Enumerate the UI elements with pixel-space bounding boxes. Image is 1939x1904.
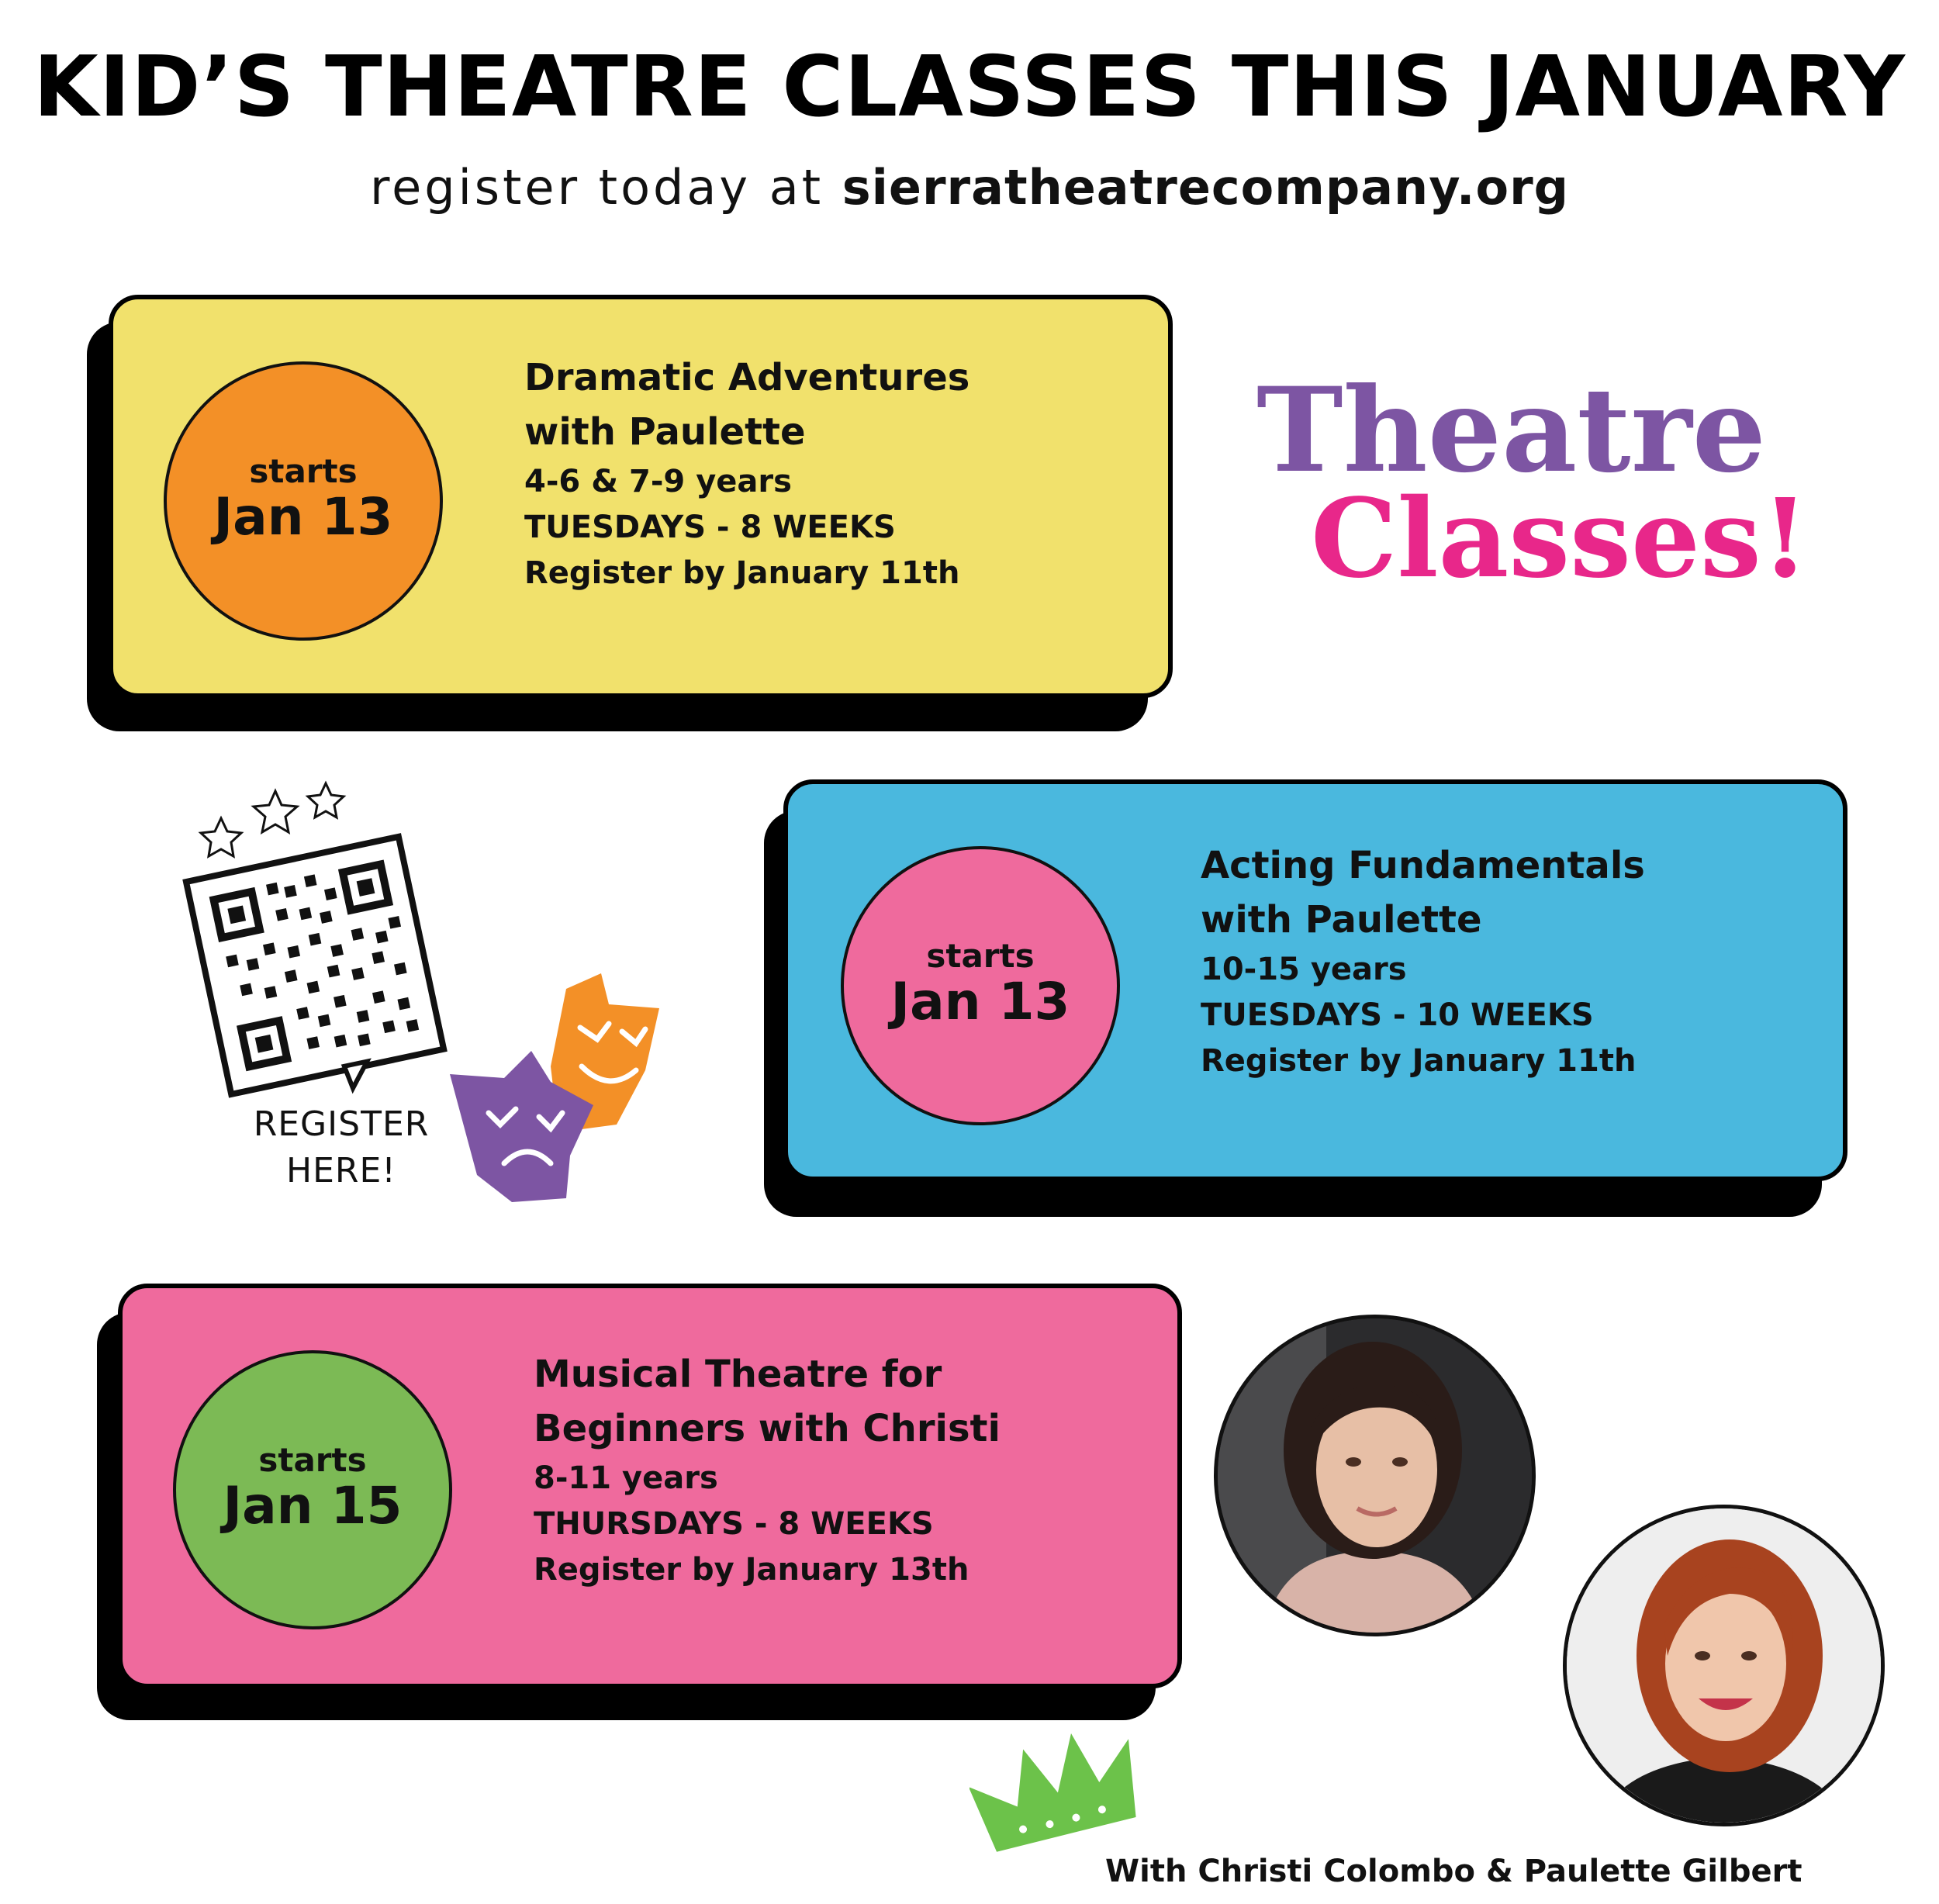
register-here-label	[229, 1101, 454, 1194]
register-url-link[interactable]: sierratheatrecompany.org	[842, 159, 1570, 216]
class-instructor: Beginners with Christi	[534, 1407, 1001, 1450]
start-date-badge	[173, 1350, 452, 1629]
theatre-masks-icon	[442, 966, 737, 1222]
class-ages: 10-15 years	[1201, 952, 1407, 987]
logo-theatre: Theatre	[1256, 362, 1767, 499]
register-prefix: register today at	[369, 159, 842, 216]
class-schedule: TUESDAYS - 8 WEEKS	[524, 510, 896, 545]
class-deadline: Register by January 11th	[1201, 1043, 1637, 1079]
class-info	[1201, 838, 1645, 1084]
class-info	[534, 1347, 1001, 1593]
class-title: Acting Fundamentals	[1201, 844, 1645, 887]
start-date-badge	[841, 846, 1120, 1125]
start-date: Jan 15	[223, 1476, 403, 1536]
class-schedule: THURSDAYS - 8 WEEKS	[534, 1506, 934, 1542]
portrait-image	[1218, 1318, 1532, 1633]
class-instructor: with Paulette	[524, 410, 806, 454]
start-date-badge	[164, 361, 443, 641]
class-title: Dramatic Adventures	[524, 356, 970, 399]
class-schedule: TUESDAYS - 10 WEEKS	[1201, 997, 1594, 1033]
qr-code-bubble[interactable]	[167, 776, 461, 1101]
class-title: Musical Theatre for	[534, 1353, 942, 1396]
class-card-dramatic-adventures[interactable]	[109, 295, 1173, 698]
logo-classes: Classes!	[1311, 475, 1809, 603]
starts-label: starts	[249, 452, 358, 491]
class-deadline: Register by January 13th	[534, 1552, 970, 1588]
portrait-image	[1567, 1508, 1881, 1823]
start-date: Jan 13	[213, 487, 393, 548]
register-label-line2: HERE!	[286, 1151, 396, 1190]
starts-label: starts	[258, 1441, 367, 1480]
class-ages: 8-11 years	[534, 1460, 718, 1496]
crown-icon	[970, 1718, 1156, 1873]
starts-label: starts	[926, 937, 1035, 976]
class-deadline: Register by January 11th	[524, 555, 960, 591]
page-title: KID’S THEATRE CLASSES THIS JANUARY	[33, 39, 1906, 136]
start-date: Jan 13	[890, 972, 1070, 1032]
class-ages: 4-6 & 7-9 years	[524, 464, 792, 499]
class-card-acting-fundamentals[interactable]	[783, 779, 1847, 1181]
instructors-credit: With Christi Colombo & Paulette Gilbert	[1105, 1854, 1802, 1889]
register-line	[0, 159, 1939, 216]
instructor-photo-christi	[1214, 1315, 1536, 1636]
register-label-line1: REGISTER	[253, 1104, 430, 1144]
class-info	[524, 351, 970, 596]
class-card-musical-theatre[interactable]	[118, 1284, 1182, 1688]
instructor-photo-paulette	[1563, 1505, 1885, 1826]
qr-code-icon	[167, 776, 461, 1101]
class-instructor: with Paulette	[1201, 898, 1482, 942]
